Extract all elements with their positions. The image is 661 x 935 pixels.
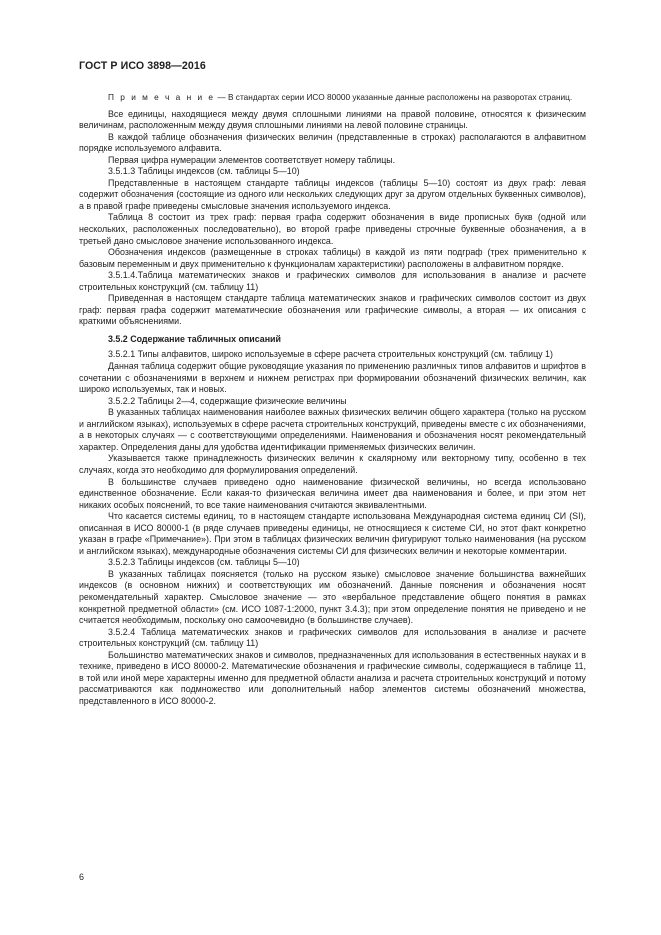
paragraph-math-table: Приведенная в настоящем стандарте таблица математических знаков и графических символов состоит из двух граф: первая графа содержит математические обозначения или графические символы, а вторая — их описания с краткими объяснениями. — [79, 293, 586, 327]
paragraph-index-tables: Представленные в настоящем стандарте таблицы индексов (таблицы 5—10) состоят из двух граф: левая содержит обозначения (состоящие из одного или нескольких следующих друг за другом отдельных буквенных символов), а в правой графе приведены смысловые значения используемого индекса. — [79, 177, 586, 211]
page-number: 6 — [79, 872, 85, 882]
subsection-3-5-2-3: 3.5.2.3 Таблицы индексов (см. таблицы 5—10) — [108, 557, 300, 568]
note-paragraph — [79, 92, 586, 104]
subsection-3-5-2-1: 3.5.2.1 Типы алфавитов, широко используемые в сфере расчета строительных конструкций (см. таблицу 1) — [108, 349, 553, 360]
section-heading-3-5-2: 3.5.2 Содержание табличных описаний — [108, 333, 281, 344]
paragraph-alphabet-guidance: Данная таблица содержит общие руководящие указания по применению различных типов алфавитов и шрифтов в сочетании с обозначениями в верхнем и нижнем регистрах при формировании обозначений физических величин, как широко используемых, так и новых. — [79, 361, 586, 395]
document-body — [79, 92, 586, 707]
document-header: ГОСТ Р ИСО 3898—2016 — [79, 60, 206, 72]
subsection-3-5-1-4: 3.5.1.4.Таблица математических знаков и графических символов для использования в анализе и расчете строительных конструкций (см. таблицу 11) — [79, 270, 586, 292]
subsection-3-5-2-2: 3.5.2.2 Таблицы 2—4, содержащие физические величины — [108, 395, 347, 406]
paragraph-table-8: Таблица 8 состоит из трех граф: первая графа содержит обозначения в виде прописных букв (одной или нескольких, расположенных последовательно), во второй графе приведены строчные буквенные обозначения, а в третьей дано смысловое значение использованного индекса. — [79, 212, 586, 246]
paragraph-index-order: Обозначения индексов (размещенные в строках таблицы) в каждой из пяти подграф (трех применительно к базовым переменным и двух применительно к функционалам характеристики) расположены в алфавитном порядке. — [79, 247, 586, 269]
paragraph-units: Все единицы, находящиеся между двумя сплошными линиями на правой половине, относятся к физическим величинам, расположенным между двумя сплошными линиями на левой половине страницы. — [79, 108, 586, 131]
note-label: П р и м е ч а н и е — [108, 92, 216, 102]
paragraph-numbering: Первая цифра нумерации элементов соответствует номеру таблицы. — [108, 154, 396, 165]
paragraph-si-units: Что касается системы единиц, то в настоящем стандарте использована Международная система единиц СИ (SI), описанная в ИСО 80000-1 (в ряде случаев приведены единицы, не относящиеся к системе СИ, но этот факт конкретно указан в графе «Примечание»). При этом в таблицах физических величин фигурируют только наименования (на русском и английском языках), международные обозначения системы СИ для физических величин и некоторые комментарии. — [79, 511, 586, 556]
subsection-3-5-2-4: 3.5.2.4 Таблица математических знаков и графических символов для использования в анализе и расчете строительных конструкций (см. таблицу 11) — [79, 626, 586, 649]
paragraph-index-meaning: В указанных таблицах поясняется (только на русском языке) смысловое значение большинства важнейших индексов (в основном нижних) и соответствующих им обозначений. Данные пояснения и обозначения носят рекомендательный характер. Смысловое значение — это «вербальное представление общего понятия в рамках конкретной предметной области» (см. ИСО 1087-1:2000, пункт 3.4.3); при этом определение понятия не приведено и не считается необходимым, поскольку оно самоочевидно (в большинстве случаев). — [79, 568, 586, 626]
paragraph-quantity-names: В указанных таблицах наименования наиболее важных физических величин общего характера (только на русском и английском языках), используемых в сфере расчета строительных конструкций, приведены вместе с их обозначениями, а в некоторых случаях — с соответствующими определениями. Наименования и обозначения носят рекомендательный характер. Определения даны для удобства идентификации применяемых физических величин. — [79, 407, 586, 452]
paragraph-alphabetic-order: В каждой таблице обозначения физических величин (представленные в строках) располагаются в алфавитном порядке используемого алфавита. — [79, 131, 586, 154]
paragraph-scalar-vector: Указывается также принадлежность физических величин к скалярному или векторному типу, особенно в тех случаях, когда это необходимо для формулирования определений. — [79, 453, 586, 475]
note-text: — В стандартах серии ИСО 80000 указанные данные расположены на разворотах страниц. — [215, 92, 573, 102]
subsection-3-5-1-3: 3.5.1.3 Таблицы индексов (см. таблицы 5—10) — [108, 166, 300, 177]
paragraph-single-symbol: В большинстве случаев приведено одно наименование физической величины, но всегда использовано единственное обозначение. Если какая-то физическая величина имеет два наименования и более, и при этом нет никаких особых пояснений, то все такие наименования считаются эквивалентными. — [79, 476, 586, 510]
paragraph-math-symbols: Большинство математических знаков и символов, предназначенных для использования в естественных науках и в технике, приведено в ИСО 80000-2. Математические обозначения и графические символы, содержащиеся в таблице 11, в той или иной мере характерны именно для предметной области анализа и расчета строительных конструкций и потому рассматриваются как подмножество или дополнительный набор элементов системы обозначений множества, представленного в ИСО 80000-2. — [79, 649, 586, 706]
